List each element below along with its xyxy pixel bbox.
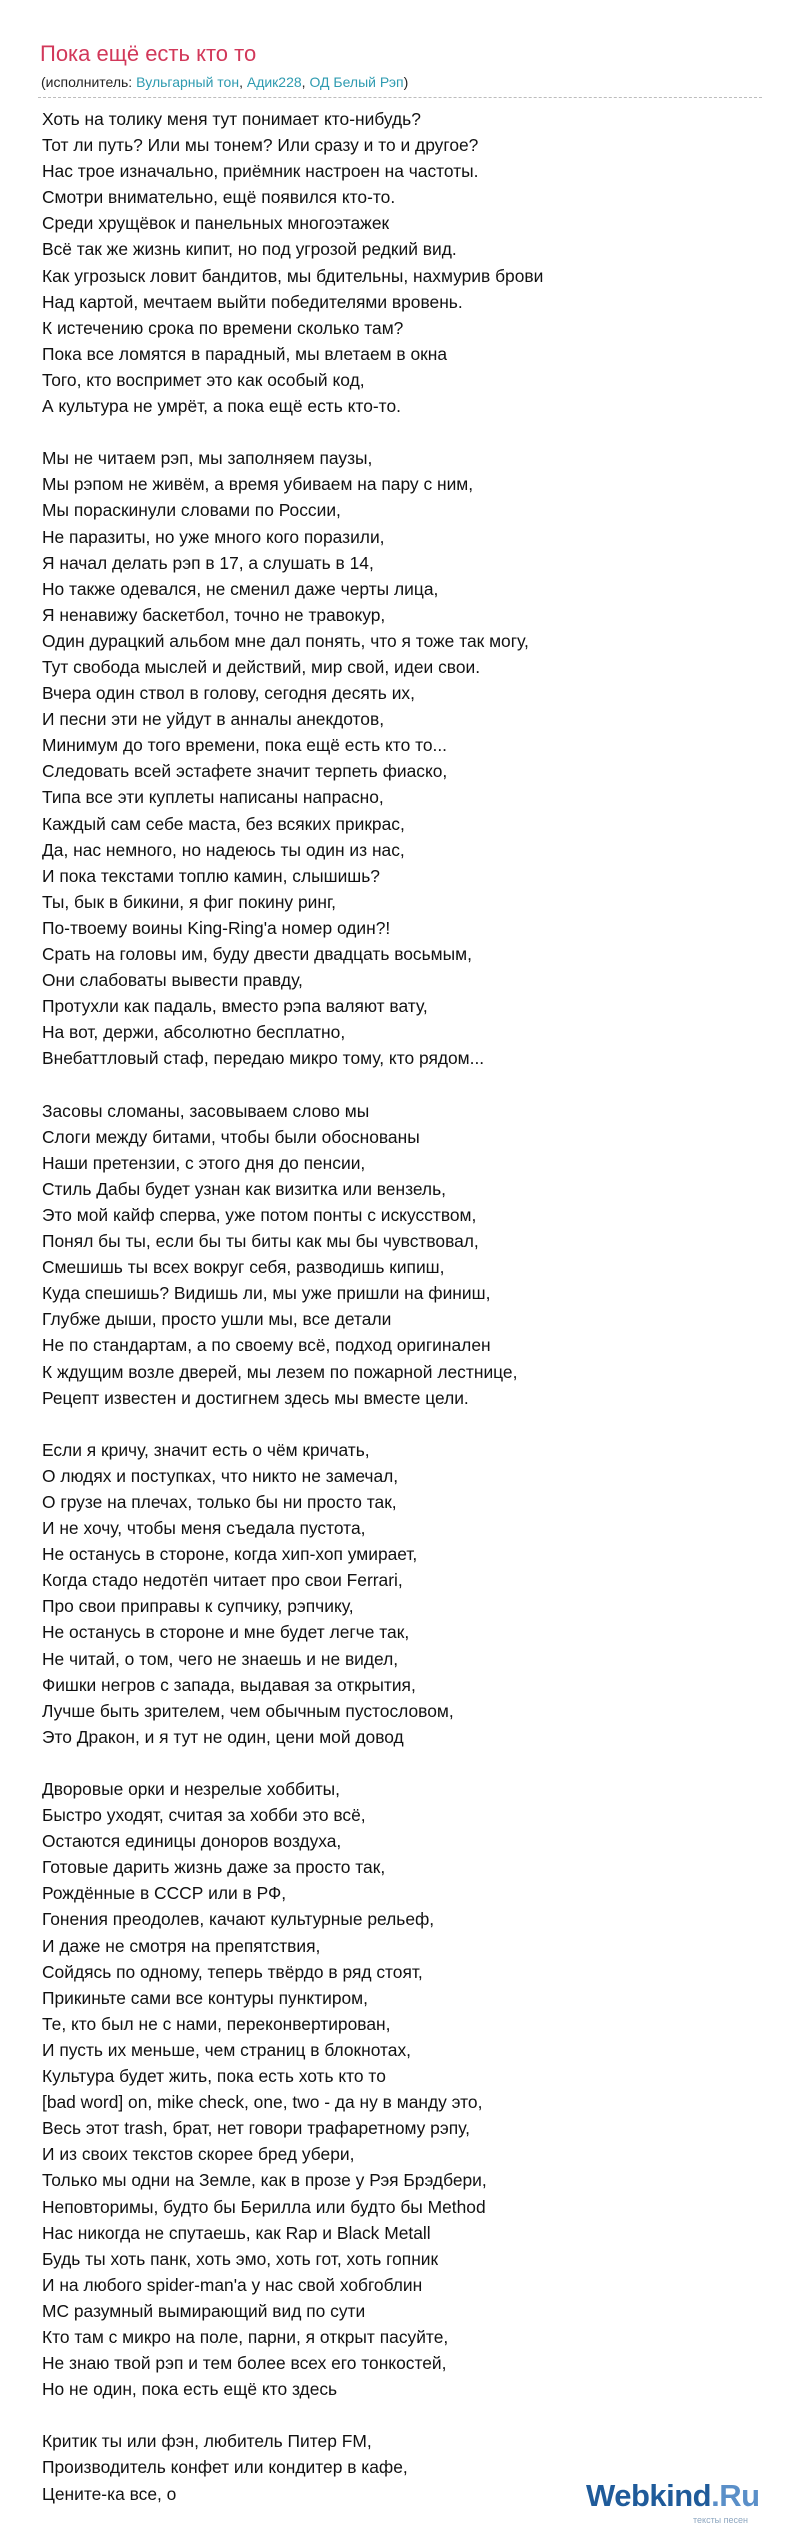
lyric-line: Дворовые орки и незрелые хоббиты, (42, 1779, 341, 1799)
lyric-line: Следовать всей эстафете значит терпеть фиаско, (42, 761, 448, 782)
lyric-line: Засовы сломаны, засовываем слово мы (42, 1100, 370, 1121)
lyric-line: Культура будет жить, пока есть хоть кто то (42, 2066, 386, 2087)
lyric-line: Среди хрущёвок и панельных многоэтажек (42, 213, 390, 234)
lyric-line: Вчера один ствол в голову, сегодня десять их, (42, 683, 415, 704)
credits-separator: , (301, 74, 310, 90)
lyric-line: Неповторимы, будто бы Берилла или будто бы Method (42, 2196, 486, 2217)
lyric-line: О грузе на плечах, только бы ни просто так, (42, 1491, 397, 1512)
logo-main-text: Webkind (586, 2478, 712, 2513)
lyric-line: И не хочу, чтобы меня съедала пустота, (42, 1518, 366, 1539)
title-divider (38, 97, 762, 98)
lyric-line: Мы рэпом не живём, а время убиваем на пару с ним, (42, 474, 474, 495)
lyric-line: Смотри внимательно, ещё появился кто-то. (42, 187, 396, 208)
lyric-line: По-твоему воины King-Ring'a номер один?! (42, 917, 391, 938)
logo-tld-text: .Ru (711, 2478, 760, 2513)
lyric-line: И песни эти не уйдут в анналы анекдотов, (42, 709, 385, 730)
lyric-line: Нас трое изначально, приёмник настроен на частоты. (42, 161, 479, 182)
lyric-line: К ждущим возле дверей, мы лезем по пожарной лестнице, (42, 1361, 518, 1382)
lyric-line: Будь ты хоть панк, хоть эмо, хоть гот, хоть гопник (42, 2248, 439, 2269)
lyric-line: Куда спешишь? Видишь ли, мы уже пришли на финиш, (42, 1283, 491, 1304)
lyric-line: Внебаттловый стаф, передаю микро тому, кто рядом... (42, 1048, 485, 1069)
lyric-line: Всё так же жизнь кипит, но под угрозой редкий вид. (42, 239, 457, 260)
lyric-line: Это Дракон, и я тут не один, цени мой довод (42, 1726, 404, 1747)
lyric-line: [bad word] on, mike check, one, two - да ну в манду это, (42, 2092, 483, 2113)
lyric-line: Понял бы ты, если бы ты биты как мы бы чувствовал, (42, 1231, 479, 1252)
lyric-line: Не по стандартам, а по своему всё, подход оригинален (42, 1335, 491, 1356)
credits-prefix: (исполнитель: (41, 74, 137, 90)
lyric-line: Наши претензии, с этого дня до пенсии, (42, 1152, 366, 1173)
lyric-line: Пока все ломятся в парадный, мы влетаем в окна (42, 343, 448, 364)
artist-link-od-bely-rep[interactable]: ОД Белый Рэп (309, 74, 404, 90)
stanza-break (42, 1411, 800, 1437)
lyric-line: И пока текстами топлю камин, слышишь? (42, 865, 380, 886)
lyric-line: Ты, бык в бикини, я фиг покину ринг, (42, 891, 337, 912)
lyric-line: Не останусь в стороне, когда хип-хоп умирает, (42, 1544, 418, 1565)
lyric-line: Минимум до того времени, пока ещё есть кто то... (42, 735, 448, 756)
lyric-line: Каждый сам себе маста, без всяких прикрас, (42, 813, 405, 834)
lyric-line: Нас никогда не спутаешь, как Rap и Black Metall (42, 2222, 431, 2243)
lyric-line: Гонения преодолев, качают культурные рельеф, (42, 1909, 435, 1930)
lyric-line: Те, кто был не с нами, переконвертирован, (42, 2013, 391, 2034)
lyrics-text (42, 106, 800, 2507)
song-credits (41, 73, 800, 91)
lyric-line: Готовые дарить жизнь даже за просто так, (42, 1857, 386, 1878)
stanza-break (42, 1750, 800, 1776)
lyric-line: Они слабоваты вывести правду, (42, 970, 303, 991)
lyric-line: Над картой, мечтаем выйти победителями вровень. (42, 291, 463, 312)
artist-link-adik228[interactable]: Адик228 (246, 74, 302, 90)
lyric-line: Срать на головы им, буду двести двадцать восьмым, (42, 944, 472, 964)
lyric-line: MC разумный вымирающий вид по сути (42, 2300, 366, 2321)
lyric-line: Смешишь ты всех вокруг себя, разводишь кипиш, (42, 1257, 445, 1278)
lyric-line: Не знаю твой рэп и тем более всех его тонкостей, (42, 2353, 447, 2374)
credits-separator: , (239, 74, 247, 90)
lyric-line: Про свои приправы к супчику, рэпчику, (42, 1596, 354, 1617)
lyric-line: Цените-ка все, о (42, 2483, 177, 2504)
logo-tagline: тексты песен (693, 2515, 749, 2525)
logo-wordmark (586, 2478, 760, 2514)
stanza-break (42, 1071, 800, 1097)
credits-suffix: ) (403, 74, 409, 90)
lyric-line: И даже не смотря на препятствия, (42, 1935, 321, 1956)
lyric-line: Но также одевался, не сменил даже черты лица, (42, 578, 439, 599)
lyric-line: И на любого spider-man'a у нас свой хобгоблин (42, 2274, 423, 2295)
lyric-line: Прикиньте сами все контуры пунктиром, (42, 1987, 368, 2008)
lyric-line: Весь этот trash, брат, нет говори трафаретному рэпу, (42, 2118, 470, 2139)
lyric-line: Слоги между битами, чтобы были обоснованы (42, 1126, 420, 1147)
lyric-line: Не останусь в стороне и мне будет легче так, (42, 1622, 410, 1643)
lyric-line: Критик ты или фэн, любитель Питер FM, (42, 2431, 372, 2452)
stanza-break (42, 2402, 800, 2428)
lyric-line: Если я кричу, значит есть о чём кричать, (42, 1439, 370, 1460)
lyric-line: Сойдясь по одному, теперь твёрдо в ряд стоят, (42, 1961, 423, 1982)
lyric-line: Типа все эти куплеты написаны напрасно, (42, 787, 384, 808)
lyric-line: О людях и поступках, что никто не замечал, (42, 1465, 399, 1486)
lyric-line: Только мы одни на Земле, как в прозе у Рэя Брэдбери, (42, 2170, 487, 2191)
lyric-line: Производитель конфет или кондитер в кафе, (42, 2457, 408, 2478)
lyric-line: Остаются единицы доноров воздуха, (42, 1831, 342, 1852)
lyric-line: Фишки негров с запада, выдавая за открытия, (42, 1674, 416, 1695)
lyric-line: И пусть их меньше, чем страниц в блокнотах, (42, 2039, 411, 2060)
lyric-line: Это мой кайф сперва, уже потом понты с искусством, (42, 1204, 477, 1225)
lyric-line: Мы не читаем рэп, мы заполняем паузы, (42, 448, 373, 469)
lyric-line: Не читай, о том, чего не знаешь и не видел, (42, 1648, 399, 1669)
lyric-line: Я ненавижу баскетбол, точно не травокур, (42, 604, 386, 625)
lyric-line: Лучше быть зрителем, чем обычным пустословом, (42, 1700, 454, 1721)
lyric-line: Да, нас немного, но надеюсь ты один из нас, (42, 839, 405, 860)
lyric-line: Тот ли путь? Или мы тонем? Или сразу и то и другое? (42, 135, 479, 156)
lyric-line: Мы пораскинули словами по России, (42, 500, 341, 521)
lyric-line: Хоть на толику меня тут понимает кто-нибудь? (42, 109, 421, 129)
artist-link-vulgarny-ton[interactable]: Вульгарный тон (136, 74, 240, 90)
lyric-line: Быстро уходят, считая за хобби это всё, (42, 1805, 366, 1826)
stanza-break (42, 419, 800, 445)
lyric-line: Как угрозыск ловит бандитов, мы бдительны, нахмурив брови (42, 265, 544, 286)
lyric-line: Того, кто воспримет это как особый код, (42, 369, 365, 390)
lyric-line: Не паразиты, но уже много кого поразили, (42, 526, 385, 547)
lyric-line: И из своих текстов скорее бред убери, (42, 2144, 355, 2165)
lyric-line: Протухли как падаль, вместо рэпа валяют вату, (42, 996, 428, 1017)
lyric-line: К истечению срока по времени сколько там? (42, 317, 404, 338)
lyric-line: Глубже дыши, просто ушли мы, все детали (42, 1309, 392, 1330)
lyric-line: Но не один, пока есть ещё кто здесь (42, 2379, 338, 2400)
lyric-line: А культура не умрёт, а пока ещё есть кто-то. (42, 396, 401, 417)
lyric-line: Один дурацкий альбом мне дал понять, что я тоже так могу, (42, 630, 529, 651)
site-logo[interactable] (586, 2478, 776, 2524)
song-title: Пока ещё есть кто то (40, 41, 257, 66)
lyric-line: Рецепт известен и достигнем здесь мы вместе цели. (42, 1387, 469, 1408)
lyric-line: Стиль Дабы будет узнан как визитка или вензель, (42, 1178, 446, 1199)
lyric-line: На вот, держи, абсолютно бесплатно, (42, 1022, 346, 1043)
lyric-line: Кто там с микро на поле, парни, я открыт пасуйте, (42, 2326, 449, 2347)
lyric-line: Я начал делать рэп в 17, а слушать в 14, (42, 552, 374, 573)
lyric-line: Тут свобода мыслей и действий, мир свой, идеи свои. (42, 656, 481, 677)
lyric-line: Когда стадо недотёп читает про свои Ferrari, (42, 1570, 403, 1591)
lyric-line: Рождённые в СССР или в РФ, (42, 1883, 287, 1904)
